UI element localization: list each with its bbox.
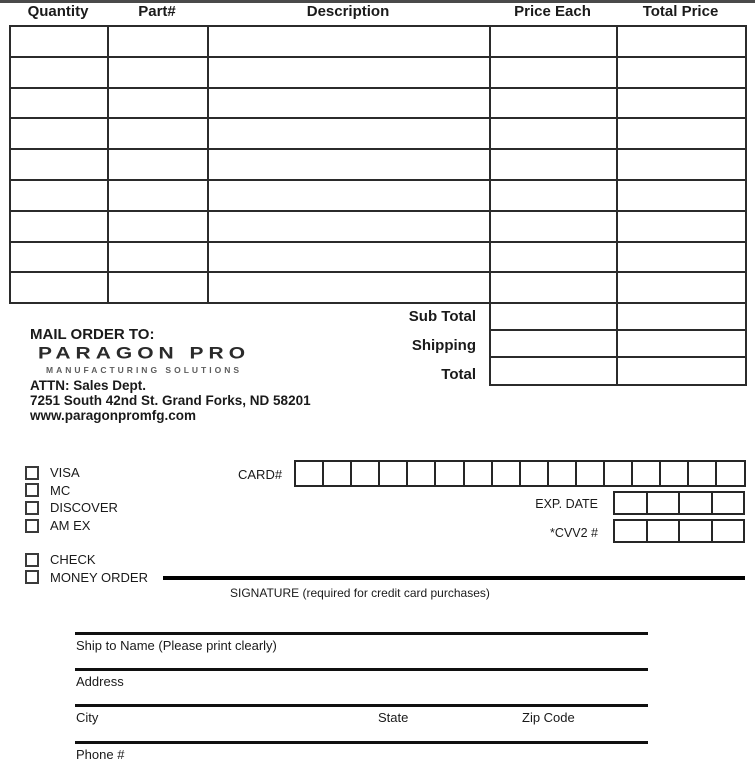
cell-price-each[interactable] bbox=[490, 88, 617, 119]
exp-date-label: EXP. DATE bbox=[535, 497, 598, 511]
zip-label: Zip Code bbox=[522, 710, 575, 725]
payment-option bbox=[25, 551, 148, 569]
payment-option bbox=[25, 517, 118, 535]
cell-part[interactable] bbox=[108, 118, 208, 149]
card-digit-box[interactable] bbox=[350, 460, 380, 487]
order-table-row bbox=[10, 88, 746, 119]
signature-caption: SIGNATURE (required for credit card purchases) bbox=[230, 586, 490, 600]
cell-description[interactable] bbox=[208, 57, 490, 88]
card-digit-box[interactable] bbox=[575, 460, 605, 487]
cell-description[interactable] bbox=[208, 118, 490, 149]
cell-description[interactable] bbox=[208, 242, 490, 273]
order-table-row bbox=[10, 149, 746, 180]
logo-tagline: MANUFACTURING SOLUTIONS bbox=[45, 365, 243, 375]
order-table-row bbox=[10, 57, 746, 88]
card-digit-box[interactable] bbox=[406, 460, 436, 487]
cell-price-each[interactable] bbox=[490, 211, 617, 242]
order-table-header bbox=[9, 3, 745, 20]
payment-option-label: AM EX bbox=[50, 518, 91, 534]
exp-date-boxes bbox=[613, 491, 745, 515]
cell-price-each[interactable] bbox=[490, 57, 617, 88]
shipping-value-cell[interactable] bbox=[617, 330, 746, 357]
cell-part[interactable] bbox=[108, 242, 208, 273]
subtotal-value-cell[interactable] bbox=[617, 303, 746, 330]
cell-quantity[interactable] bbox=[10, 118, 108, 149]
phone-line[interactable] bbox=[75, 741, 648, 744]
phone-label: Phone # bbox=[76, 747, 125, 761]
website-text: www.paragonpromfg.com bbox=[30, 408, 197, 423]
cvv-digit-box[interactable] bbox=[646, 519, 681, 543]
city-label: City bbox=[76, 710, 99, 725]
cell-price-each[interactable] bbox=[490, 272, 617, 303]
card-number-label: CARD# bbox=[238, 467, 283, 482]
mc-checkbox[interactable] bbox=[25, 483, 39, 497]
cell-total-price[interactable] bbox=[617, 242, 746, 273]
city-state-zip-line[interactable] bbox=[75, 704, 648, 707]
order-table-row bbox=[10, 118, 746, 149]
discover-checkbox[interactable] bbox=[25, 501, 39, 515]
shipping-price-cell[interactable] bbox=[490, 330, 617, 357]
cell-part[interactable] bbox=[108, 26, 208, 57]
cell-part[interactable] bbox=[108, 180, 208, 211]
order-table-row bbox=[10, 211, 746, 242]
order-table-row bbox=[10, 26, 746, 57]
card-digit-box[interactable] bbox=[322, 460, 352, 487]
cell-quantity[interactable] bbox=[10, 272, 108, 303]
cell-total-price[interactable] bbox=[617, 26, 746, 57]
card-digit-box[interactable] bbox=[434, 460, 464, 487]
payment-option-label: MC bbox=[50, 482, 71, 498]
payment-option-label: DISCOVER bbox=[50, 500, 118, 516]
subtotal-price-cell[interactable] bbox=[490, 303, 617, 330]
cell-description[interactable] bbox=[208, 211, 490, 242]
visa-checkbox[interactable] bbox=[25, 466, 39, 480]
shipping-label: Shipping bbox=[411, 337, 476, 355]
order-table-row bbox=[10, 272, 746, 303]
cell-price-each[interactable] bbox=[490, 242, 617, 273]
cell-total-price[interactable] bbox=[617, 118, 746, 149]
card-digit-box[interactable] bbox=[659, 460, 689, 487]
cvv-digit-box[interactable] bbox=[678, 519, 713, 543]
payment-option-label: VISA bbox=[50, 465, 80, 481]
card-digit-box[interactable] bbox=[294, 460, 324, 487]
header-description: Description bbox=[306, 3, 390, 20]
cell-total-price[interactable] bbox=[617, 180, 746, 211]
state-label: State bbox=[378, 710, 409, 725]
exp-digit-box[interactable] bbox=[613, 491, 648, 515]
cell-price-each[interactable] bbox=[490, 26, 617, 57]
cell-part[interactable] bbox=[108, 272, 208, 303]
exp-digit-box[interactable] bbox=[678, 491, 713, 515]
payment-option-label: MONEY ORDER bbox=[50, 569, 148, 585]
cell-quantity[interactable] bbox=[10, 88, 108, 119]
cell-part[interactable] bbox=[108, 211, 208, 242]
header-total-price: Total Price bbox=[642, 3, 719, 20]
shipping-row bbox=[490, 330, 746, 357]
payment-option bbox=[25, 482, 118, 500]
payment-option-label: CHECK bbox=[50, 552, 96, 568]
exp-digit-box[interactable] bbox=[646, 491, 681, 515]
subtotal-label: Sub Total bbox=[408, 308, 476, 325]
cell-total-price[interactable] bbox=[617, 88, 746, 119]
payment-option bbox=[25, 499, 118, 517]
order-table-body bbox=[10, 26, 746, 303]
am-ex-checkbox[interactable] bbox=[25, 519, 39, 533]
subtotal-row bbox=[490, 303, 746, 330]
cell-quantity[interactable] bbox=[10, 149, 108, 180]
cell-description[interactable] bbox=[208, 149, 490, 180]
totals-table bbox=[489, 302, 747, 386]
totals-labels bbox=[270, 302, 482, 390]
order-table-row bbox=[10, 180, 746, 211]
signature-line[interactable] bbox=[163, 576, 745, 580]
cell-total-price[interactable] bbox=[617, 57, 746, 88]
cell-part[interactable] bbox=[108, 57, 208, 88]
cell-description[interactable] bbox=[208, 272, 490, 303]
cell-part[interactable] bbox=[108, 149, 208, 180]
cell-price-each[interactable] bbox=[490, 118, 617, 149]
cell-total-price[interactable] bbox=[617, 272, 746, 303]
header-part: Part# bbox=[138, 3, 176, 20]
card-digit-box[interactable] bbox=[547, 460, 577, 487]
total-price-cell[interactable] bbox=[490, 357, 617, 384]
card-digit-box[interactable] bbox=[631, 460, 661, 487]
card-digit-box[interactable] bbox=[603, 460, 633, 487]
card-options bbox=[25, 464, 118, 534]
card-number-boxes bbox=[294, 460, 746, 487]
other-options bbox=[25, 551, 148, 586]
money-order-checkbox[interactable] bbox=[25, 570, 39, 584]
cell-quantity[interactable] bbox=[10, 26, 108, 57]
mail-address-line: 7251 South 42nd St. Grand Forks, ND 58201 bbox=[30, 393, 311, 408]
ship-name-line[interactable] bbox=[75, 632, 648, 635]
total-row bbox=[490, 357, 746, 384]
paragon-pro-logo: PARAGON PRO bbox=[37, 344, 251, 363]
order-table bbox=[9, 25, 747, 304]
header-quantity: Quantity bbox=[27, 3, 89, 20]
exp-digit-box[interactable] bbox=[711, 491, 746, 515]
cell-total-price[interactable] bbox=[617, 149, 746, 180]
cvv-boxes bbox=[613, 519, 745, 543]
cell-description[interactable] bbox=[208, 180, 490, 211]
payment-option bbox=[25, 569, 148, 587]
cell-description[interactable] bbox=[208, 88, 490, 119]
card-digit-box[interactable] bbox=[491, 460, 521, 487]
cell-quantity[interactable] bbox=[10, 180, 108, 211]
cell-total-price[interactable] bbox=[617, 211, 746, 242]
check-checkbox[interactable] bbox=[25, 553, 39, 567]
cell-description[interactable] bbox=[208, 26, 490, 57]
total-label: Total bbox=[441, 366, 476, 384]
mail-order-heading: MAIL ORDER TO: bbox=[30, 326, 155, 343]
cvv-digit-box[interactable] bbox=[711, 519, 746, 543]
card-digit-box[interactable] bbox=[715, 460, 745, 487]
attn-line: ATTN: Sales Dept. bbox=[30, 378, 147, 393]
cell-price-each[interactable] bbox=[490, 180, 617, 211]
card-digit-box[interactable] bbox=[519, 460, 549, 487]
card-digit-box[interactable] bbox=[463, 460, 493, 487]
cell-part[interactable] bbox=[108, 88, 208, 119]
cell-quantity[interactable] bbox=[10, 242, 108, 273]
cell-price-each[interactable] bbox=[490, 149, 617, 180]
ship-name-label: Ship to Name (Please print clearly) bbox=[76, 638, 277, 653]
cvv-digit-box[interactable] bbox=[613, 519, 648, 543]
header-price-each: Price Each bbox=[514, 3, 591, 20]
total-value-cell[interactable] bbox=[617, 357, 746, 384]
cvv-label: *CVV2 # bbox=[550, 526, 598, 540]
order-table-row bbox=[10, 242, 746, 273]
cell-quantity[interactable] bbox=[10, 211, 108, 242]
payment-option bbox=[25, 464, 118, 482]
address-label: Address bbox=[76, 674, 124, 689]
address-line[interactable] bbox=[75, 668, 648, 671]
card-digit-box[interactable] bbox=[687, 460, 717, 487]
cell-quantity[interactable] bbox=[10, 57, 108, 88]
card-digit-box[interactable] bbox=[378, 460, 408, 487]
